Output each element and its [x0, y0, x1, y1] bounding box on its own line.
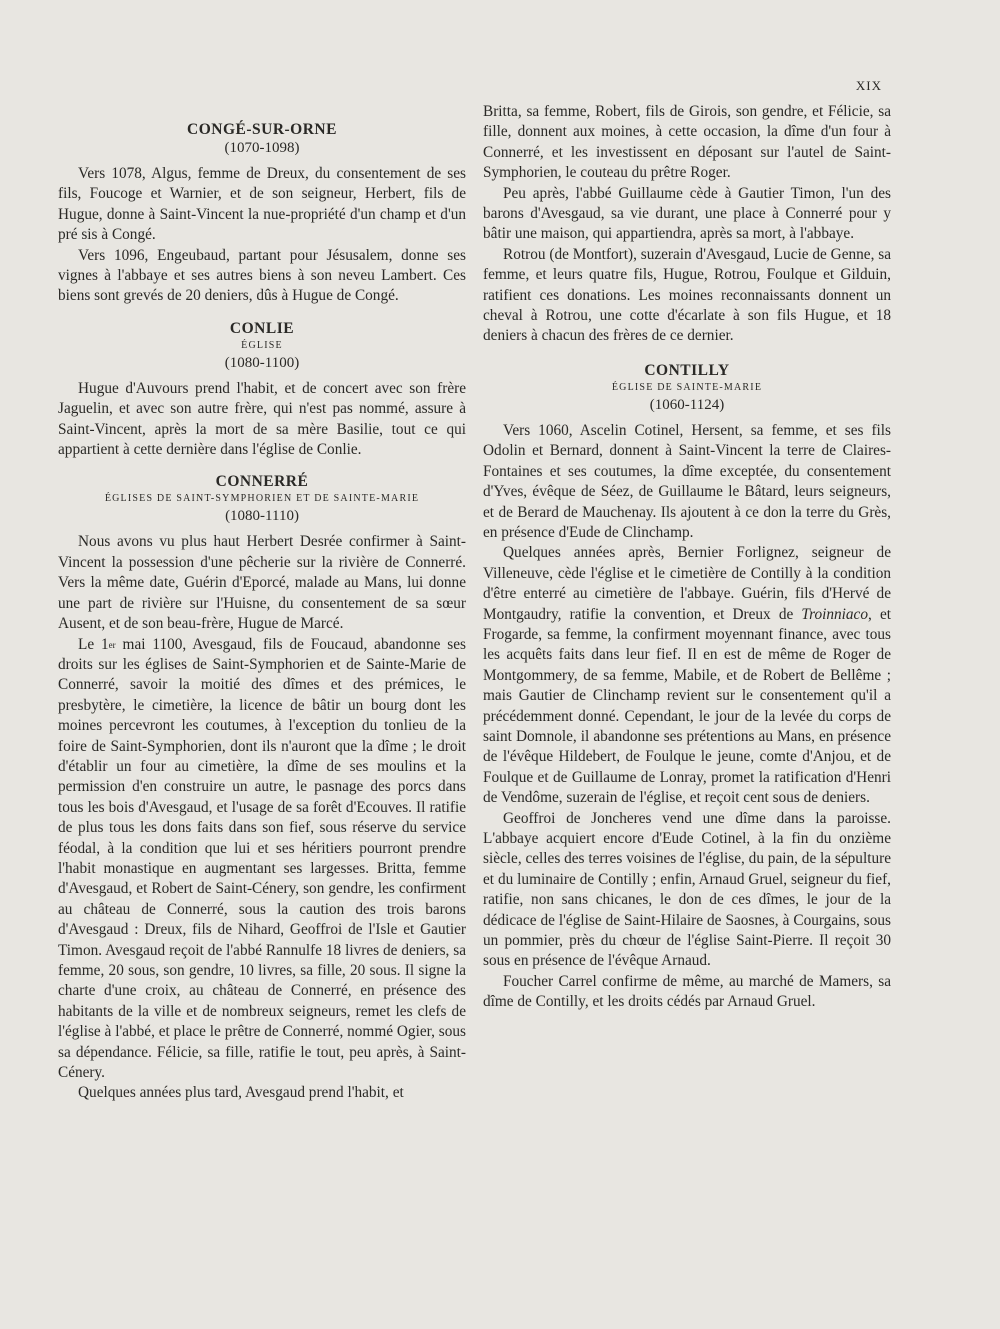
page-number: XIX	[855, 78, 882, 93]
italic-place-name: Troinniaco	[801, 605, 868, 623]
text-run: , et Frogarde, sa femme, la confirment moyennant finance, avec tous les acquêts faits dans leur fief. Il en est de même de Roger de Montgommery, de sa femme, Mabile, et de Robert de Bellême ; mais Gautier de Clinchamp revient sur le consentement qu'il a précédemment donné. Cependant, le jour de la levée du corps de saint Domnole, il abandonne ses prétentions au Mans, en présence de l'évêque Hildebert, de Foulque le jeune, comte d'Anjou, et de Foulque et de Guillaume de Lonray, promet la ratification d'Henri de Vendôme, suzerain de l'église, et reçoit cent sous de deniers.	[483, 605, 891, 807]
paragraph-continuation: Britta, sa femme, Robert, fils de Girois, son gendre, et Félicie, sa fille, donnent aux moines, à cette occasion, la dîme d'un four à Connerré, et les investissent en déposant sur l'autel de Saint-Symphorien, le couteau du prêtre Roger.	[483, 103, 891, 182]
section-title: CONNERRÉ	[215, 473, 309, 491]
paragraph: Quelques années plus tard, Avesgaud prend l'habit, et	[78, 1084, 404, 1102]
section-dates: (1080-1100)	[224, 354, 300, 371]
paragraph: Hugue d'Auvours prend l'habit, et de concert avec son frère Jaguelin, et avec son autre frère, qui n'est pas nommé, assure à Saint-Vincent, après la mort de sa mère Basilie, tout ce qui appartient à cette dernière dans l'église de Conlie.	[58, 379, 466, 459]
section-subtitle: ÉGLISES DE SAINT-SYMPHORIEN ET DE SAINTE-MARIE	[104, 493, 420, 505]
right-column	[483, 102, 891, 1025]
section-connerre	[58, 472, 466, 1103]
superscript: er	[108, 639, 116, 650]
section-subtitle: ÉGLISE	[241, 339, 283, 351]
section-dates: (1070-1098)	[224, 140, 300, 156]
left-column	[58, 120, 466, 1116]
paragraph	[483, 543, 891, 808]
section-dates: (1080-1110)	[225, 508, 299, 525]
section-title: CONLIE	[229, 319, 295, 337]
paragraph: Rotrou (de Montfort), suzerain d'Avesgaud, Lucie de Genne, sa femme, et leurs quatre fils, Hugue, Rotrou, Foulque et Gilduin, ratifient ces donations. Les moines reconnaissants donnent un cheval à Rotrou, une cotte d'écarlate à son fils Hugue, et 18 deniers à chacun des frères de ce dernier.	[483, 245, 891, 345]
paragraph: Geoffroi de Joncheres vend une dîme dans la paroisse. L'abbaye acquiert encore d'Eude Cotinel, à la fin du onzième siècle, celles des terres voisines de l'église, du pain, de la sépulture et du luminaire de Contilly ; enfin, Arnaud Gruel, seigneur du fief, ratifie, non sans chicanes, le don de ces dîmes, le jour de la dédicace de l'église de Saint-Hilaire de Saosnes, à Courgains, sous un pommier, près du chœur de l'église Saint-Pierre. Il reçoit 30 sous en présence de l'évêque Arnaud.	[483, 809, 891, 970]
paragraph: Foucher Carrel confirme de même, au marché de Mamers, sa dîme de Contilly, et les droits cédés par Arnaud Gruel.	[483, 972, 891, 1011]
section-conlie	[58, 319, 466, 461]
section-title: CONGÉ-SUR-ORNE	[187, 121, 337, 138]
section-subtitle: ÉGLISE DE SAINTE-MARIE	[611, 381, 763, 393]
paragraph: Peu après, l'abbé Guillaume cède à Gautier Timon, l'un des barons d'Avesgaud, sa vie durant, une place à Connerré pour y bâtir une maison, qui appartiendra, après sa mort, à l'abbaye.	[483, 184, 891, 243]
section-title: CONTILLY	[644, 361, 730, 379]
section-dates: (1060-1124)	[649, 396, 725, 413]
paragraph: Vers 1060, Ascelin Cotinel, Hersent, sa femme, et ses fils Odolin et Bernard, donnent à Saint-Vincent la terre de Claires-Fontaines et ses coutumes, la dîme exceptée, du consentement d'Yves, évêque de Séez, de Guillaume le Bâtard, leurs seigneurs, et de Berard de Mauchenay. Ils ajoutent à ce don la terre du Grès, en présence d'Eude de Clinchamp.	[483, 421, 891, 541]
text-run: mai 1100, Avesgaud, fils de Foucaud, abandonne ses droits sur les églises de Saint-Symphorien et de Sainte-Marie de Connerré, savoir la moitié des dîmes et des prémices, le presbytère, le cimetière, la licence de bâtir un bourg dont les moines percevront les coutumes, à l'exception du tonlieu de la foire de Saint-Symphorien, dont ils n'auront que la dîme ; le droit d'établir un four au cimetière, la dîme de ses moulins et la permission d'en construire un autre, le pasnage des porcs dans tous les bois d'Avesgaud, et l'usage de sa forêt d'Ecouves. Il ratifie de plus tous les dons faits dans son fief, sous réserve du service féodal, à la condition que lui et ses héritiers pourront prendre l'habit monastique en augmentant ses largesses. Britta, femme d'Avesgaud, et Robert de Saint-Cénery, son gendre, les confirment au château de Connerré, sous la caution des trois barons d'Avesgaud : Dreux, fils de Nihard, Geoffroi de l'Isle et Gautier Timon. Avesgaud reçoit de l'abbé Rannulfe 18 livres de deniers, sa femme, 20 sous, son gendre, 10 livres, sa fille, 20 sous. Il signe la charte d'une croix, au château de Connerré, en présence des habitants de la ville et de nombreux seigneurs, remet les clefs de l'église à l'abbé, et place le prêtre de Connerré, nommé Ogier, sous sa dépendance. Félicie, sa fille, ratifie le tout, peu après, à Saint-Cénery.	[58, 635, 467, 1082]
text-run: Le 1	[78, 635, 109, 653]
paragraph: Vers 1096, Engeubaud, partant pour Jésusalem, donne ses vignes à l'abbaye et ses autres biens à son neveu Lambert. Ces biens sont grevés de 20 deniers, dûs à Hugue de Congé.	[58, 246, 466, 305]
section-contilly	[483, 361, 891, 1013]
paragraph: Nous avons vu plus haut Herbert Desrée confirmer à Saint-Vincent la possession d'une pêcherie sur la rivière de Connerré. Vers la même date, Guérin d'Eporcé, malade au Mans, lui donne une part de rivière sur l'Huisne, du consentement de sa sœur Ausent, et de son beau-frère, Hugue de Marcé.	[58, 533, 466, 633]
paragraph	[58, 635, 466, 1084]
paragraph: Vers 1078, Algus, femme de Dreux, du consentement de ses fils, Foucoge et Warnier, et de son seigneur, Herbert, fils de Hugue, donne à Saint-Vincent la nue-propriété d'un champ et d'un pré sis à Congé.	[58, 165, 466, 244]
section-conge	[58, 120, 466, 307]
text-run: Quelques années après, Bernier Forlignez, seigneur de Villeneuve, cède l'église et le cimetière de Contilly à la condition d'être enterré au cimetière de l'abbaye. Guérin, fils d'Hervé de Montgaudry, ratifie la convention, et Dreux de	[483, 544, 891, 623]
